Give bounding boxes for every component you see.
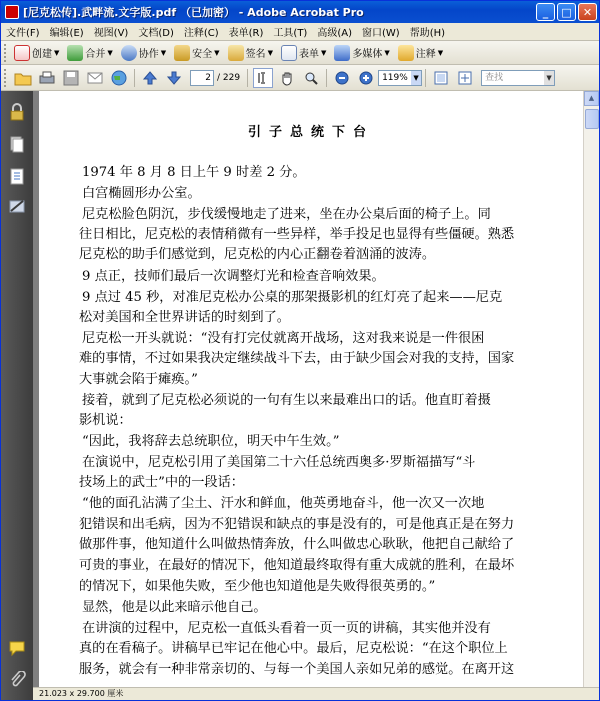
forms-label: 表单 <box>298 49 319 60</box>
collaborate-button[interactable] <box>118 43 169 63</box>
save-icon <box>62 70 80 86</box>
paragraph-line: 可贵的事业，在最好的情况下，他知道最终取得有重大成就的胜利，在最坏 <box>79 558 515 573</box>
paragraph-line: 服务，就会有一种非常亲切的、与每一个美国人亲如兄弟的感觉。在离开这 <box>79 662 515 677</box>
sign-label: 签名 <box>245 49 266 60</box>
arrow-up-icon <box>142 70 158 86</box>
vertical-scrollbar[interactable] <box>583 91 599 687</box>
secure-label: 安全 <box>192 49 213 60</box>
navigation-toolbar <box>1 65 599 91</box>
menu-comments[interactable]: 注释(C) <box>183 28 219 39</box>
zoom-in-button[interactable] <box>356 68 376 88</box>
signatures-icon[interactable] <box>8 197 26 215</box>
combine-files-icon <box>67 45 83 61</box>
magnifier-icon <box>303 70 319 86</box>
create-label: 创建 <box>32 49 52 60</box>
comments-icon[interactable] <box>8 639 26 657</box>
combine-button[interactable] <box>64 43 115 63</box>
scroll-thumb[interactable] <box>585 109 599 129</box>
paragraph-line: “他的面孔沾满了尘土、汗水和鲜血，他英勇地奋斗，他一次又一次地 <box>82 496 485 511</box>
toolbar-grip[interactable] <box>4 69 8 87</box>
menu-view[interactable]: 视图(V) <box>93 28 129 39</box>
forms-icon <box>281 45 297 61</box>
paragraph-line: 做那件事，他知道什么叫做热情奔放，什么叫做忠心耿耿，他把自己献给了 <box>79 537 515 552</box>
menu-document[interactable]: 文档(D) <box>138 28 174 39</box>
pages-icon[interactable] <box>8 135 26 153</box>
collaborate-icon <box>121 45 137 61</box>
create-pdf-icon <box>14 45 30 61</box>
comment-label: 注释 <box>415 49 436 60</box>
find-placeholder: 查找 <box>485 72 504 83</box>
paragraph-line: 9 点正，技师们最后一次调整灯光和检查音响效果。 <box>82 269 385 284</box>
status-bar <box>33 687 599 700</box>
zoom-in-icon <box>358 70 374 86</box>
window-title: [尼克松传].武畔流.文字版.pdf （已加密） - Adobe Acrobat Pro <box>23 6 364 19</box>
text-select-cursor-icon <box>256 71 270 85</box>
menu-edit[interactable]: 编辑(E) <box>49 28 84 39</box>
previous-page-button[interactable] <box>140 68 160 88</box>
web-button[interactable] <box>109 68 129 88</box>
create-button[interactable] <box>11 43 62 63</box>
menu-file[interactable]: 文件(F) <box>6 28 40 39</box>
paragraph-line: 1974 年 8 月 8 日上午 9 时差 2 分。 <box>82 165 306 180</box>
save-button[interactable] <box>61 68 81 88</box>
toolbar-separator <box>425 69 426 87</box>
chevron-down-icon: ▼ <box>267 48 273 57</box>
tasks-toolbar <box>1 41 599 65</box>
hand-icon <box>279 70 295 86</box>
lock-icon <box>174 45 190 61</box>
acrobat-app-icon <box>5 5 19 19</box>
select-tool-button[interactable] <box>253 68 273 88</box>
paragraph-line: “因此，我将辞去总统职位，明天中午生效。” <box>82 434 340 449</box>
hand-tool-button[interactable] <box>277 68 297 88</box>
zoom-tool-button[interactable] <box>301 68 321 88</box>
paragraph-line: 在演说中，尼克松引用了美国第二十六任总统西奥多·罗斯福描写“斗 <box>82 455 476 470</box>
fit-window-icon <box>457 70 473 86</box>
paragraph-line: 技场上的武士”中的一段话： <box>79 475 244 490</box>
chevron-down-icon: ▼ <box>160 48 167 57</box>
multimedia-icon <box>334 45 350 61</box>
maximize-button[interactable]: □ <box>557 3 576 21</box>
navigation-pane <box>1 91 33 700</box>
combine-label: 合并 <box>85 49 106 60</box>
document-view[interactable] <box>33 91 583 687</box>
zoom-out-icon <box>334 70 350 86</box>
zoom-level-value: 119% <box>382 72 408 83</box>
paragraph-line: 尼克松一开头就说：“没有打完仗就离开战场，这对我来说是一件很困 <box>82 331 485 346</box>
chapter-title: 引子总统下台 <box>247 125 374 140</box>
folder-open-icon <box>14 70 32 86</box>
fit-page-icon <box>433 70 449 86</box>
comment-button[interactable] <box>395 43 446 63</box>
multimedia-label: 多媒体 <box>352 49 383 60</box>
title-bar[interactable] <box>1 1 599 23</box>
arrow-down-icon <box>166 70 182 86</box>
multimedia-button[interactable] <box>331 43 392 63</box>
paragraph-line: 松对美国和全世界讲话的时刻到了。 <box>79 310 290 325</box>
chevron-down-icon: ▼ <box>411 71 421 85</box>
page-size-readout: 21.023 x 29.700 厘米 <box>39 689 124 698</box>
chevron-down-icon: ▼ <box>544 71 554 85</box>
attachments-icon[interactable] <box>8 671 26 689</box>
forms-button[interactable] <box>278 43 329 63</box>
sign-pen-icon <box>228 45 244 61</box>
globe-icon <box>110 70 128 86</box>
close-button[interactable]: ✕ <box>578 3 597 21</box>
paragraph-line: 难的事情，不过如果我决定继续战斗下去，由于缺少国会对我的支持，国家 <box>79 351 515 366</box>
paragraph-line: 9 点过 45 秒，对准尼克松办公桌的那架摄影机的红灯亮了起来——尼克 <box>82 290 503 305</box>
toolbar-separator <box>326 69 327 87</box>
bookmarks-icon[interactable] <box>8 167 26 185</box>
toolbar-separator <box>247 69 248 87</box>
fit-width-button[interactable] <box>431 68 451 88</box>
sign-button[interactable] <box>225 43 276 63</box>
menu-advanced[interactable]: 高级(A) <box>317 28 352 39</box>
paragraph-line: 大事就会陷于瘫痪。” <box>79 372 198 387</box>
minimize-button[interactable]: _ <box>536 3 555 21</box>
email-button[interactable] <box>85 68 105 88</box>
next-page-button[interactable] <box>164 68 184 88</box>
menu-help[interactable]: 帮助(H) <box>409 28 446 39</box>
menu-window[interactable]: 窗口(W) <box>362 28 400 39</box>
chevron-down-icon: ▼ <box>437 48 444 57</box>
page-number-input[interactable]: 2 <box>190 70 214 86</box>
toolbar-grip[interactable] <box>4 44 8 62</box>
collaborate-label: 协作 <box>138 49 159 60</box>
paragraph-line: 接着，就到了尼克松必须说的一句有生以来最难出口的话。他直盯着摄 <box>82 393 491 408</box>
paragraph-line: 往日相比，尼克松的表情稍微有一些异样，举手投足也显得有些僵硬。熟悉 <box>79 227 515 242</box>
menu-forms[interactable]: 表单(R) <box>228 28 264 39</box>
find-input[interactable] <box>481 70 555 86</box>
paragraph-line: 真的在看稿子。讲稿早已牢记在他心中。最后，尼克松说：“在这个职位上 <box>79 641 508 656</box>
pdf-page <box>39 91 583 687</box>
toolbar-separator <box>134 69 135 87</box>
envelope-icon <box>86 70 104 86</box>
zoom-out-button[interactable] <box>332 68 352 88</box>
paragraph-line: 尼克松的助手们感觉到，尼克松的内心正翻卷着汹涌的波涛。 <box>79 247 436 262</box>
open-button[interactable] <box>13 68 33 88</box>
chevron-down-icon: ▼ <box>214 48 220 57</box>
chevron-down-icon: ▼ <box>384 48 390 57</box>
chevron-down-icon: ▼ <box>54 48 60 57</box>
print-button[interactable] <box>37 68 57 88</box>
menu-bar <box>1 23 599 41</box>
paragraph-line: 影机说： <box>79 413 132 428</box>
paragraph-line: 犯错误和出毛病，因为不犯错误和缺点的事是没有的，可是他真正是在努力 <box>79 517 515 532</box>
paragraph-line: 尼克松脸色阴沉，步伐缓慢地走了进来，坐在办公桌后面的椅子上。同 <box>82 207 491 222</box>
page-total: / 229 <box>217 72 241 83</box>
scroll-up-icon[interactable]: ▲ <box>584 91 599 106</box>
zoom-level-select[interactable] <box>378 70 422 86</box>
paragraph-line: 白宫椭圆形办公室。 <box>82 186 201 201</box>
fit-page-button[interactable] <box>455 68 475 88</box>
comment-pen-icon <box>398 45 414 61</box>
printer-icon <box>38 70 56 86</box>
secure-button[interactable] <box>171 43 222 63</box>
paragraph-line: 的情况下，如果他失败，至少他也知道他是失败得很英勇的。” <box>79 579 436 594</box>
chevron-down-icon: ▼ <box>107 48 113 57</box>
menu-tools[interactable]: 工具(T) <box>273 28 308 39</box>
chevron-down-icon: ▼ <box>320 48 327 57</box>
lock-icon[interactable] <box>8 103 26 121</box>
paragraph-line: 显然，他是以此来暗示他自己。 <box>82 600 267 615</box>
paragraph-line: 在讲演的过程中，尼克松一直低头看着一页一页的讲稿，其实他并没有 <box>82 621 491 636</box>
